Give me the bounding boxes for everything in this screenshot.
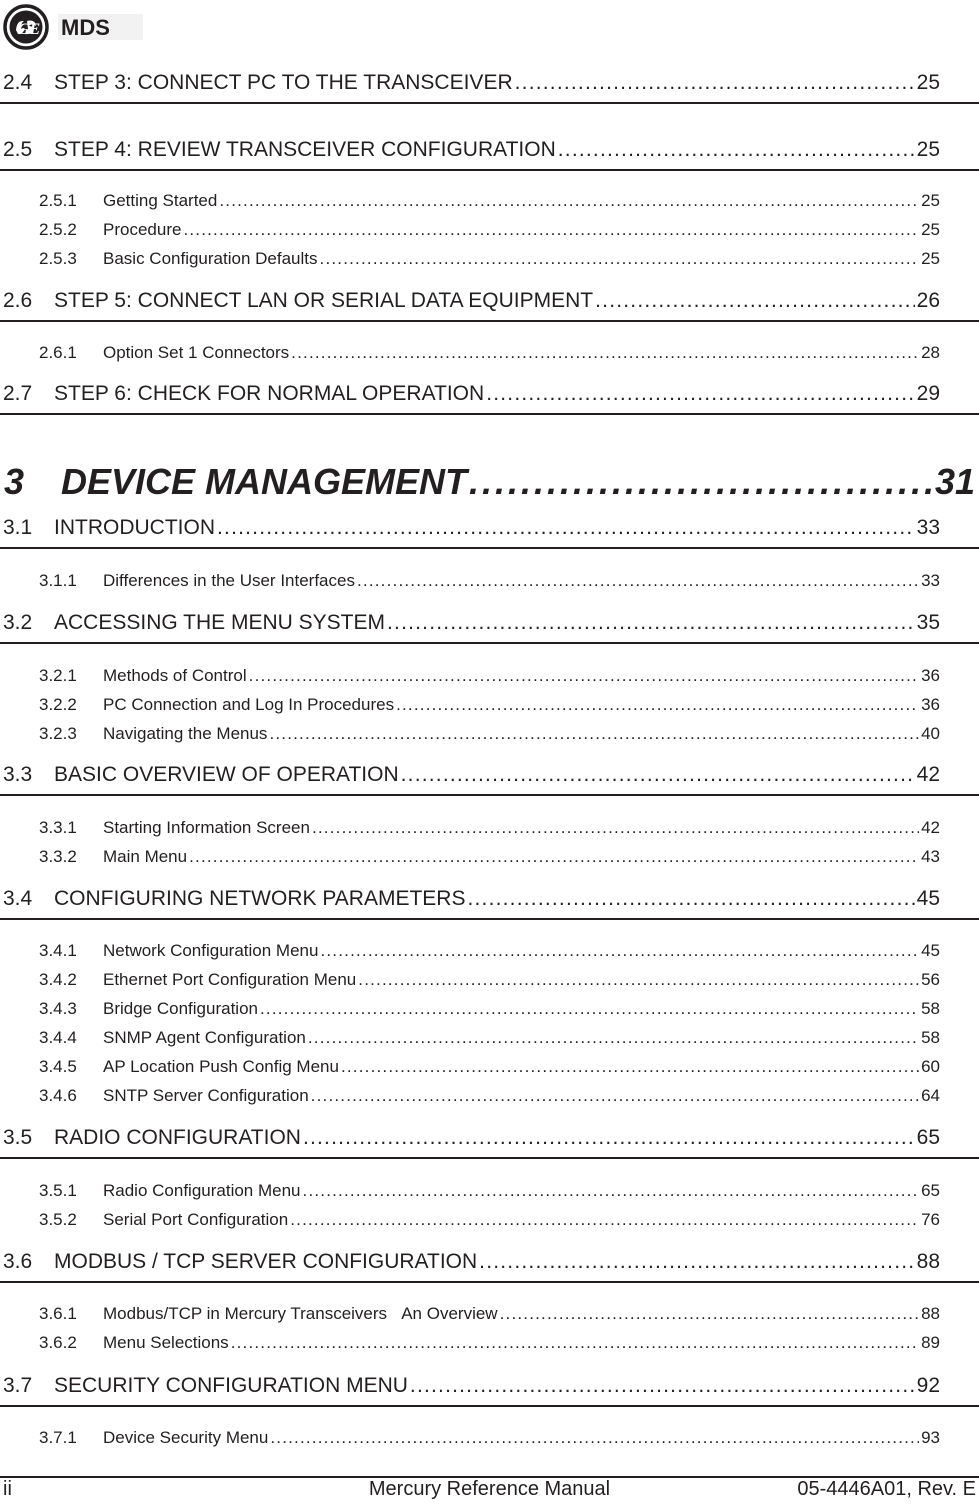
toc-entry-title: STEP 5: CONNECT LAN OR SERIAL DATA EQUIPMENT (54, 289, 594, 312)
toc-entry-title: Modbus/TCP in Mercury Transceivers An Overview (103, 1304, 498, 1323)
toc-entry-page: 60 (921, 1057, 940, 1076)
toc-section-entry[interactable] (3, 71, 940, 101)
toc-dot-leader (498, 1304, 919, 1324)
ge-monogram-text: GE (18, 21, 41, 38)
toc-section-entry[interactable] (3, 289, 940, 319)
toc-entry-page: 42 (916, 763, 940, 786)
toc-entry-page: 58 (921, 1028, 940, 1047)
toc-subsection-entry[interactable] (39, 941, 940, 965)
toc-entry-number: 3.4 (3, 887, 33, 910)
toc-entry-number: 3.4.1 (39, 941, 77, 960)
toc-dot-leader (513, 71, 915, 95)
section-rule-divider (0, 918, 979, 920)
toc-entry-title: PC Connection and Log In Procedures (103, 695, 395, 714)
toc-entry-page: 25 (916, 138, 940, 161)
toc-entry-page: 58 (921, 999, 940, 1018)
toc-dot-leader (229, 1333, 919, 1353)
toc-subsection-entry[interactable] (39, 1057, 940, 1081)
toc-dot-leader (467, 461, 933, 503)
section-rule-divider (0, 547, 979, 549)
toc-entry-page: 36 (921, 695, 940, 714)
page-footer (0, 1478, 979, 1504)
toc-section-entry[interactable] (3, 1250, 940, 1280)
toc-entry-page: 45 (916, 887, 940, 910)
toc-subsection-entry[interactable] (39, 666, 940, 690)
toc-entry-title: Basic Configuration Defaults (103, 249, 318, 268)
toc-entry-page: 42 (921, 818, 940, 837)
toc-section-entry[interactable] (3, 382, 940, 412)
toc-entry-number: 2.6.1 (39, 343, 77, 362)
toc-entry-title: Methods of Control (103, 666, 247, 685)
toc-entry-number: 3.7 (3, 1374, 33, 1397)
toc-entry-number: 3.4.4 (39, 1028, 77, 1047)
toc-entry-page: 36 (921, 666, 940, 685)
toc-entry-number: 3.4.6 (39, 1086, 77, 1105)
toc-entry-number: 2.5.1 (39, 191, 77, 210)
toc-entry-page: 65 (916, 1126, 940, 1149)
toc-entry-title: MODBUS / TCP SERVER CONFIGURATION (54, 1250, 478, 1273)
toc-subsection-entry[interactable] (39, 571, 940, 595)
toc-subsection-entry[interactable] (39, 695, 940, 719)
toc-entry-title: STEP 4: REVIEW TRANSCEIVER CONFIGURATION (54, 138, 556, 161)
footer-doc-number: 05-4446A01, Rev. E (797, 1478, 976, 1500)
toc-section-entry[interactable] (3, 611, 940, 641)
footer-manual-title: Mercury Reference Manual (368, 1478, 611, 1500)
toc-entry-number: 2.5 (3, 138, 33, 161)
toc-entry-title: Option Set 1 Connectors (103, 343, 290, 362)
toc-entry-number: 2.5.2 (39, 220, 77, 239)
toc-entry-title: BASIC OVERVIEW OF OPERATION (54, 763, 399, 786)
toc-entry-title: Device Security Menu (103, 1428, 269, 1447)
toc-entry-title: SNMP Agent Configuration (103, 1028, 306, 1047)
toc-subsection-entry[interactable] (39, 191, 940, 215)
toc-entry-number: 3.4.5 (39, 1057, 77, 1076)
toc-entry-title: Getting Started (103, 191, 218, 210)
toc-section-entry[interactable] (3, 516, 940, 546)
toc-entry-title: Procedure (103, 220, 182, 239)
toc-entry-title: STEP 3: CONNECT PC TO THE TRANSCEIVER (54, 71, 513, 94)
section-rule-divider (0, 1405, 979, 1407)
toc-entry-number: 3.3.2 (39, 847, 77, 866)
toc-dot-leader (258, 999, 919, 1019)
toc-entry-page: 93 (921, 1428, 940, 1447)
toc-entry-page: 25 (921, 191, 940, 210)
toc-dot-leader (306, 1028, 919, 1048)
toc-dot-leader (339, 1057, 919, 1077)
toc-subsection-entry[interactable] (39, 818, 940, 842)
toc-entry-title: Ethernet Port Configuration Menu (103, 970, 357, 989)
toc-entry-page: 45 (921, 941, 940, 960)
toc-entry-title: CONFIGURING NETWORK PARAMETERS (54, 887, 466, 910)
toc-section-entry[interactable] (3, 138, 940, 168)
toc-entry-title: Radio Configuration Menu (103, 1181, 301, 1200)
toc-dot-leader (477, 1250, 914, 1274)
toc-entry-number: 2.7 (3, 382, 33, 405)
toc-entry-title: Network Configuration Menu (103, 941, 319, 960)
toc-entry-title: Starting Information Screen (103, 818, 310, 837)
toc-subsection-entry[interactable] (39, 249, 940, 273)
toc-subsection-entry[interactable] (39, 1333, 940, 1357)
toc-dot-leader (408, 1374, 915, 1398)
toc-entry-number: 3.7.1 (39, 1428, 77, 1447)
toc-entry-number: 3.4.2 (39, 970, 77, 989)
toc-chapter-entry[interactable] (4, 461, 975, 509)
toc-entry-page: 65 (921, 1181, 940, 1200)
toc-dot-leader (268, 1428, 919, 1448)
toc-subsection-entry[interactable] (39, 847, 940, 871)
section-rule-divider (0, 1281, 979, 1283)
toc-dot-leader (247, 666, 919, 686)
toc-dot-leader (181, 220, 919, 240)
toc-entry-title: Menu Selections (103, 1333, 229, 1352)
toc-section-entry[interactable] (3, 1374, 940, 1404)
toc-subsection-entry[interactable] (39, 220, 940, 244)
toc-entry-title: STEP 6: CHECK FOR NORMAL OPERATION (54, 382, 485, 405)
toc-dot-leader (301, 1181, 920, 1201)
footer-page-number: ii (3, 1478, 12, 1500)
toc-subsection-entry[interactable] (39, 1210, 940, 1234)
toc-entry-number: 3.6.2 (39, 1333, 77, 1352)
toc-entry-number: 2.5.3 (39, 249, 77, 268)
toc-section-entry[interactable] (3, 763, 940, 793)
toc-dot-leader (289, 343, 919, 363)
toc-dot-leader (309, 1086, 919, 1106)
section-rule-divider (0, 320, 979, 322)
toc-entry-page: 25 (921, 220, 940, 239)
toc-dot-leader (288, 1210, 919, 1230)
toc-entry-number: 2.6 (3, 289, 33, 312)
toc-section-entry[interactable] (3, 887, 940, 917)
toc-entry-page: 88 (921, 1304, 940, 1323)
toc-dot-leader (187, 847, 919, 867)
section-rule-divider (0, 102, 979, 104)
toc-entry-title: Bridge Configuration (103, 999, 258, 1018)
toc-entry-title: Navigating the Menus (103, 724, 268, 743)
toc-dot-leader (556, 138, 915, 162)
toc-entry-title: ACCESSING THE MENU SYSTEM (54, 611, 385, 634)
toc-entry-page: 40 (921, 724, 940, 743)
toc-entry-page: 43 (921, 847, 940, 866)
toc-entry-number: 3.1 (3, 516, 33, 539)
toc-dot-leader (394, 695, 919, 715)
toc-entry-page: 89 (921, 1333, 940, 1352)
toc-entry-page: 88 (916, 1250, 940, 1273)
toc-entry-page: 76 (921, 1210, 940, 1229)
toc-dot-leader (318, 941, 919, 961)
toc-entry-title: DEVICE MANAGEMENT (61, 461, 468, 502)
toc-dot-leader (217, 191, 919, 211)
toc-entry-page: 26 (916, 289, 940, 312)
section-rule-divider (0, 413, 979, 415)
toc-entry-number: 3.2.1 (39, 666, 77, 685)
toc-entry-page: 25 (921, 249, 940, 268)
toc-subsection-entry[interactable] (39, 724, 940, 748)
toc-dot-leader (267, 724, 919, 744)
section-rule-divider (0, 169, 979, 171)
toc-dot-leader (593, 289, 915, 313)
toc-entry-number: 3.6 (3, 1250, 33, 1273)
toc-entry-title: AP Location Push Config Menu (103, 1057, 339, 1076)
toc-section-entry[interactable] (3, 1126, 940, 1156)
toc-entry-number: 3 (4, 461, 25, 502)
toc-entry-page: 29 (916, 382, 940, 405)
section-rule-divider (0, 794, 979, 796)
toc-entry-number: 3.4.3 (39, 999, 77, 1018)
toc-entry-page: 56 (921, 970, 940, 989)
toc-entry-number: 3.5.2 (39, 1210, 77, 1229)
toc-entry-title: Serial Port Configuration (103, 1210, 289, 1229)
toc-entry-page: 28 (921, 343, 940, 362)
section-rule-divider (0, 642, 979, 644)
toc-entry-page: 92 (916, 1374, 940, 1397)
mds-logo-text: MDS (61, 15, 110, 40)
toc-subsection-entry[interactable] (39, 999, 940, 1023)
toc-subsection-entry[interactable] (39, 970, 940, 994)
toc-entry-page: 35 (916, 611, 940, 634)
toc-dot-leader (465, 887, 914, 911)
toc-entry-title: INTRODUCTION (54, 516, 215, 539)
toc-entry-page: 33 (921, 571, 940, 590)
toc-entry-number: 3.2 (3, 611, 33, 634)
toc-entry-number: 3.1.1 (39, 571, 77, 590)
toc-entry-number: 3.5 (3, 1126, 33, 1149)
toc-entry-title: SECURITY CONFIGURATION MENU (54, 1374, 408, 1397)
section-rule-divider (0, 1157, 979, 1159)
toc-entry-number: 2.4 (3, 71, 33, 94)
toc-dot-leader (385, 611, 915, 635)
toc-dot-leader (310, 818, 919, 838)
toc-subsection-entry[interactable] (39, 343, 940, 367)
toc-entry-page: 31 (934, 461, 975, 502)
toc-subsection-entry[interactable] (39, 1086, 940, 1110)
toc-entry-page: 64 (921, 1086, 940, 1105)
toc-entry-number: 3.5.1 (39, 1181, 77, 1200)
toc-entry-number: 3.3 (3, 763, 33, 786)
toc-dot-leader (484, 382, 914, 406)
toc-entry-number: 3.3.1 (39, 818, 77, 837)
toc-entry-title: Differences in the User Interfaces (103, 571, 355, 590)
toc-entry-number: 3.6.1 (39, 1304, 77, 1323)
toc-subsection-entry[interactable] (39, 1181, 940, 1205)
toc-entry-title: RADIO CONFIGURATION (54, 1126, 301, 1149)
toc-entry-number: 3.2.2 (39, 695, 77, 714)
toc-entry-title: Main Menu (103, 847, 188, 866)
toc-subsection-entry[interactable] (39, 1028, 940, 1052)
toc-dot-leader (399, 763, 915, 787)
toc-dot-leader (355, 571, 919, 591)
toc-dot-leader (215, 516, 915, 540)
toc-dot-leader (356, 970, 919, 990)
toc-entry-page: 33 (916, 516, 940, 539)
toc-subsection-entry[interactable] (39, 1428, 940, 1452)
toc-entry-title: SNTP Server Configuration (103, 1086, 309, 1105)
toc-subsection-entry[interactable] (39, 1304, 940, 1328)
toc-dot-leader (301, 1126, 915, 1150)
toc-entry-page: 25 (916, 71, 940, 94)
toc-dot-leader (318, 249, 920, 269)
toc-entry-number: 3.2.3 (39, 724, 77, 743)
